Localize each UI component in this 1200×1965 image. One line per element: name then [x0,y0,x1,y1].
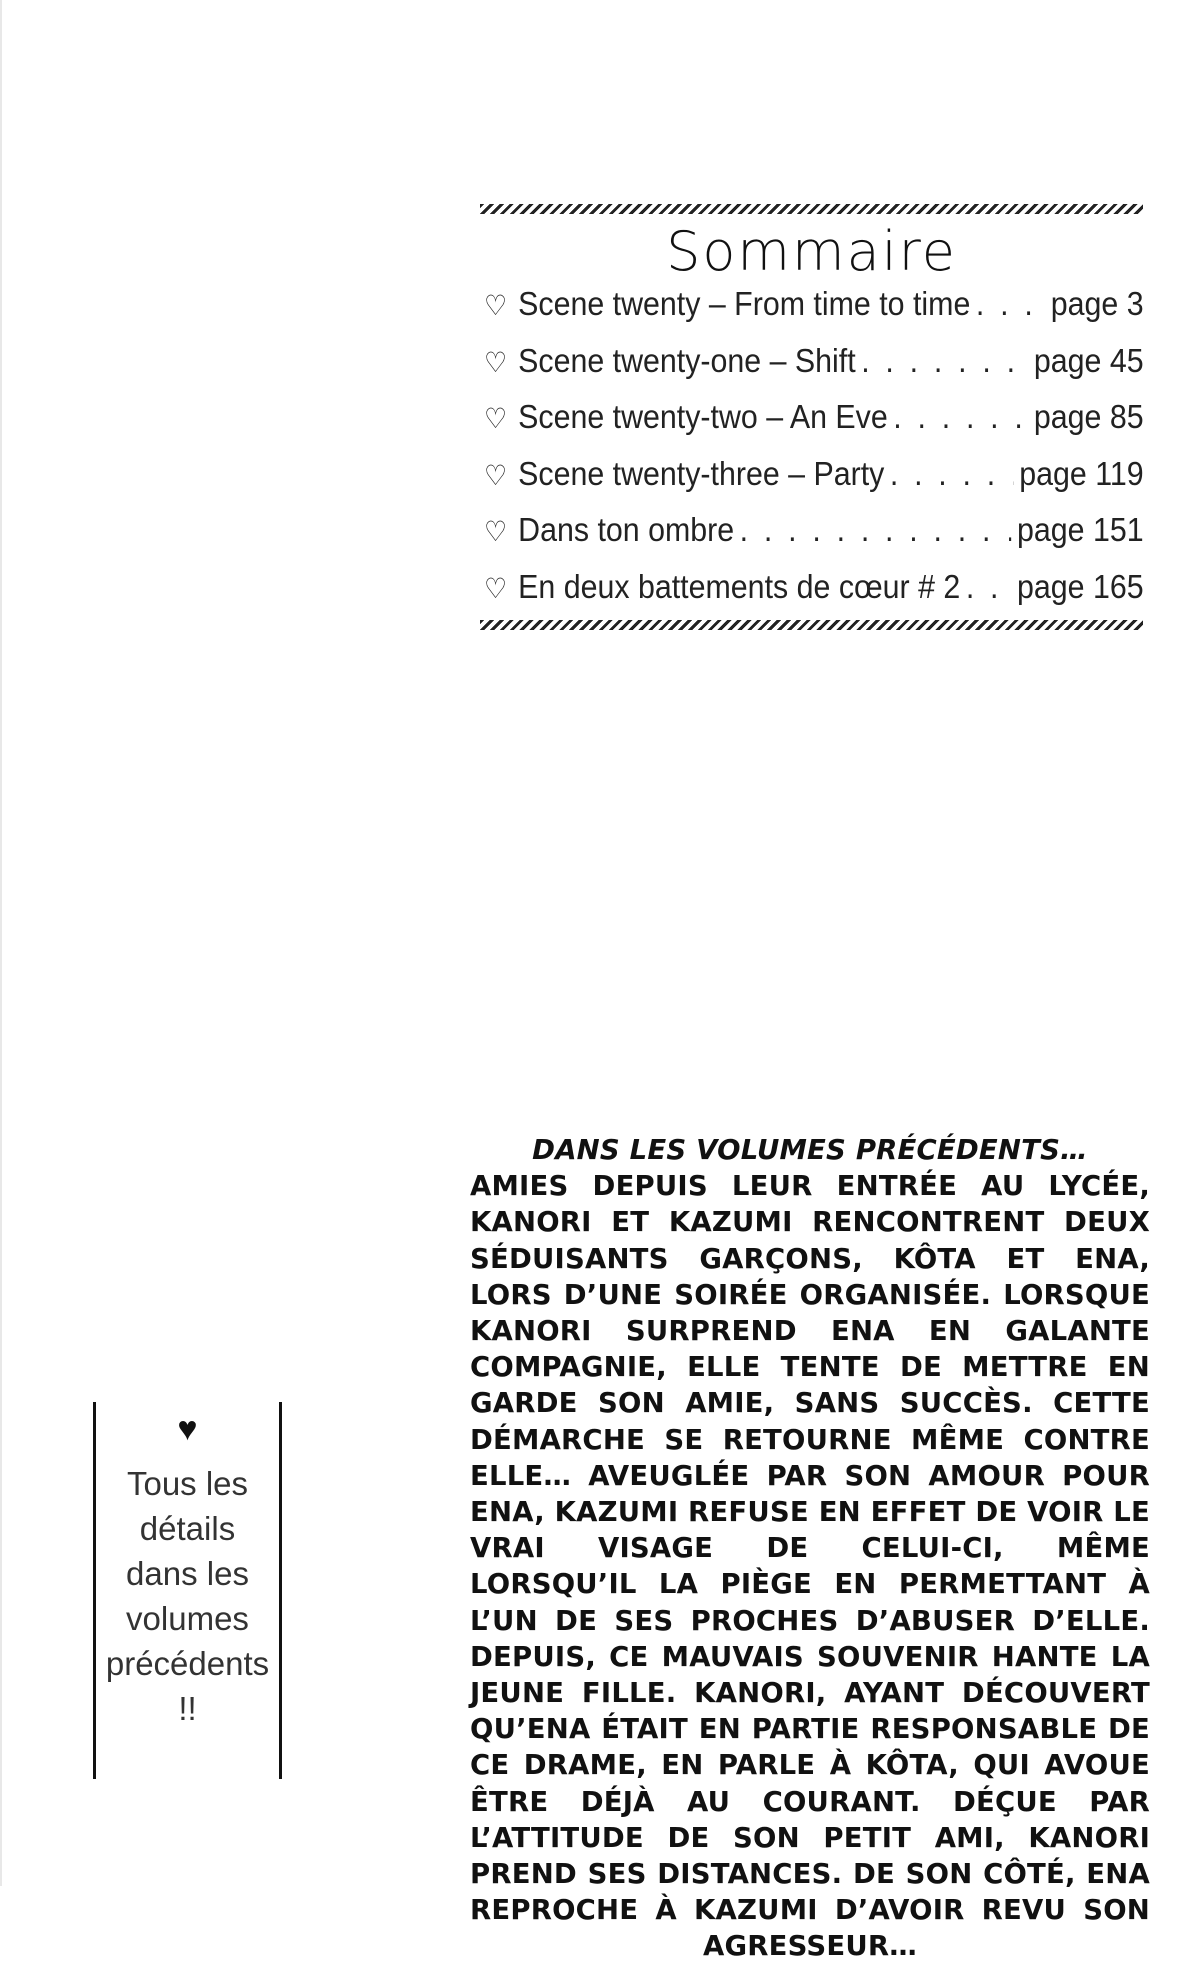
heart-outline-icon: ♡ [484,403,508,434]
heart-outline-icon: ♡ [484,572,508,604]
heart-filled-icon: ♥ [177,1410,198,1448]
heart-outline-icon: ♡ [484,459,508,491]
decorative-border-top [480,204,1143,214]
summary-heading: DANS LES VOLUMES PRÉCÉDENTS… [532,1134,1088,1166]
toc-item [484,285,1144,342]
leader-dots [861,342,1028,380]
toc-item-label: Scene twenty-one – Shift [518,341,856,379]
leader-dots [976,285,1045,323]
leader-dots [740,511,1012,549]
leader-dots [890,455,1014,493]
toc-item-label: Scene twenty – From time to time [518,285,971,322]
toc-item [484,511,1144,568]
toc-item-page: page 3 [1050,285,1144,322]
toc-item [484,398,1144,455]
toc-item-label: Scene twenty-three – Party [518,454,885,492]
decorative-border-bottom [480,620,1143,630]
heart-outline-icon: ♡ [484,290,508,321]
toc-item-page: page 85 [1033,398,1144,435]
toc-item-page: page 45 [1033,341,1144,379]
summary-body: AMIES DEPUIS LEUR ENTRÉE AU LYCÉE, KANORI ET KAZUMI RENCONTRENT DEUX SÉDUISANTS GARÇONS, KÔTA ET ENA, LORS D’UNE SOIRÉE ORGANISÉE. LORSQUE KANORI SURPREND ENA EN GALANTE COMPAGNIE, ELLE TENTE DE METTRE EN GARDE SON AMIE, SANS SUCCÈS. CETTE DÉMARCHE SE RETOURNE MÊME CONTRE ELLE… AVEUGLÉE PAR SON AMOUR POUR ENA, KAZUMI REFUSE EN EFFET DE VOIR LE VRAI VISAGE DE CELUI-CI, MÊME LORSQU’IL LA PIÈGE EN PERMETTANT À L’UN DE SES PROCHES D’ABUSER D’ELLE. DEPUIS, CE MAUVAIS SOUVENIR HANTE LA JEUNE FILLE. KANORI, AYANT DÉCOUVERT QU’ENA ÉTAIT EN PARTIE RESPONSABLE DE CE DRAME, EN PARLE À KÔTA, QUI AVOUE ÊTRE DÉJÀ AU COURANT. DÉÇUE PAR L’ATTITUDE DE SON PETIT AMI, KANORI PREND SES DISTANCES. DE SON CÔTÉ, ENA REPROCHE À KAZUMI D’AVOIR REVU SON AGRESSEUR… [470,1170,1150,1963]
toc-item-page: page 165 [1017,567,1144,605]
toc-item-page: page 119 [1019,454,1144,492]
toc-item [484,455,1144,512]
toc-item-label: Dans ton ombre [518,511,735,548]
toc-item [484,342,1144,399]
heart-outline-icon: ♡ [484,516,508,547]
details-sidebox [93,1402,282,1779]
leader-dots [966,568,1012,606]
table-of-contents [484,285,1144,624]
toc-item-page: page 151 [1017,511,1144,548]
toc-item [484,568,1144,625]
toc-item-label: Scene twenty-two – An Eve [518,398,888,435]
toc-title: Sommaire [666,220,957,283]
leader-dots [893,398,1028,436]
heart-outline-icon: ♡ [484,346,508,378]
page-edge [0,0,2,1886]
previous-volumes-summary [470,1132,1150,1965]
sidebox-text: Tous les détails dans les volumes précédents !! [105,1465,270,1727]
toc-item-label: En deux battements de cœur # 2 [518,567,961,605]
